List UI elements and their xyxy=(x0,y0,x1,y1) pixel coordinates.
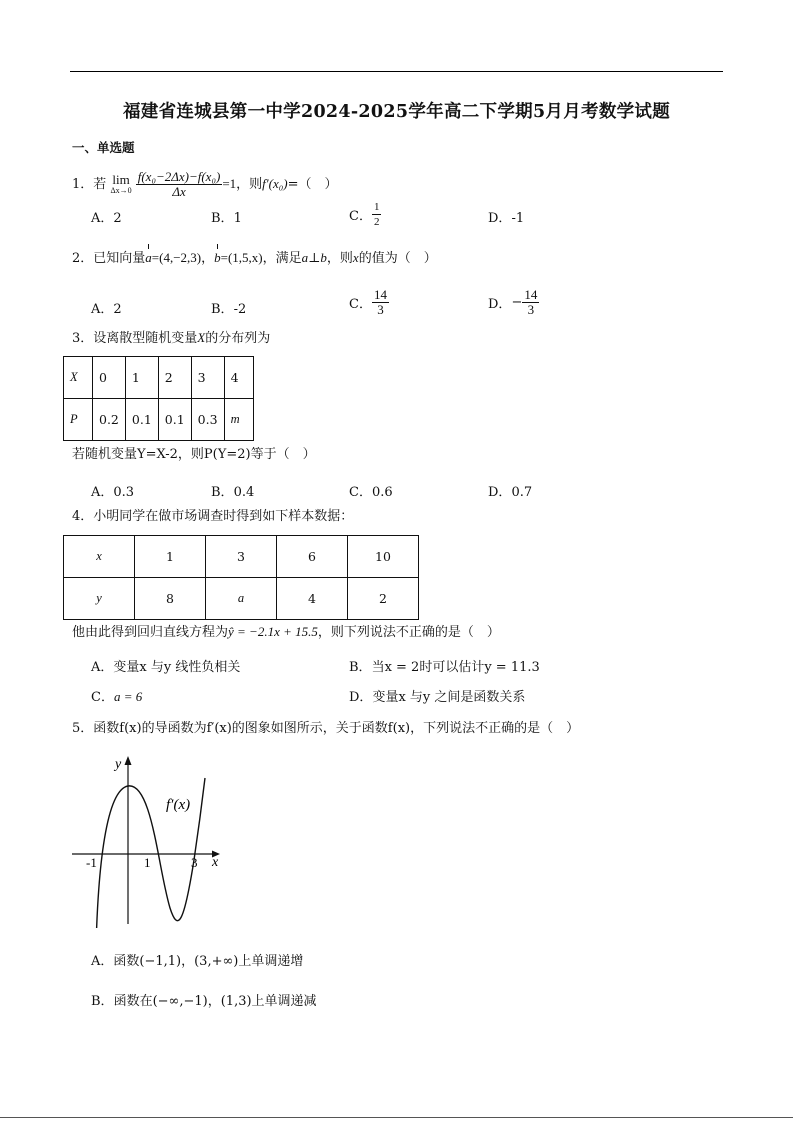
table-cell: P xyxy=(64,399,93,441)
table-row xyxy=(64,578,419,620)
section-heading: 一、单选题 xyxy=(72,140,135,155)
option-d[interactable]: D．0.7 xyxy=(488,485,533,500)
tick-label: -1 xyxy=(86,855,97,870)
option-b[interactable]: B．当x = 2时可以估计y = 11.3 xyxy=(349,660,540,675)
table-cell: 0.2 xyxy=(93,399,126,441)
table-cell: 1 xyxy=(135,536,206,578)
table-cell: 2 xyxy=(158,357,191,399)
table-cell: 8 xyxy=(135,578,206,620)
question-3: 3．设离散型随机变量X的分布列为 xyxy=(72,330,271,346)
option-b[interactable]: B．-2 xyxy=(211,302,247,317)
y-axis-label: y xyxy=(115,757,122,772)
question-2: 2．已知向量a=(4,−2,3)，b=(1,5,x)，满足a⊥b，则x的值为（ ） xyxy=(72,250,437,266)
tick-label: 3 xyxy=(191,855,198,870)
table-cell: 0 xyxy=(93,357,126,399)
table-cell: 1 xyxy=(125,357,158,399)
derivative-graph xyxy=(60,748,230,928)
distribution-table xyxy=(63,356,254,441)
question-text: 若随机变量Y=X-2，则P(Y=2)等于（ ） xyxy=(72,447,316,462)
table-cell: 3 xyxy=(191,357,224,399)
table-cell: 10 xyxy=(348,536,419,578)
option-c[interactable]: C． $\frac{14}{3}$ xyxy=(349,287,387,317)
table-cell: 0.1 xyxy=(125,399,158,441)
table-row xyxy=(64,536,419,578)
option-a[interactable]: A．0.3 xyxy=(91,485,135,500)
vector-a: a xyxy=(145,250,152,265)
table-cell: X xyxy=(64,357,93,399)
option-b[interactable]: B．1 xyxy=(211,211,242,226)
curve-label: f′(x) xyxy=(166,797,191,813)
table-cell: 6 xyxy=(277,536,348,578)
table-cell: 2 xyxy=(348,578,419,620)
table-cell: 0.3 xyxy=(191,399,224,441)
option-b[interactable]: B．函数在(−∞,−1)，(1,3)上单调递减 xyxy=(91,994,317,1009)
table-cell: 3 xyxy=(206,536,277,578)
table-cell: 0.1 xyxy=(158,399,191,441)
vector-b: b xyxy=(214,250,221,265)
question-text: 他由此得到回归直线方程为ŷ = −2.1x + 15.5，则下列说法不正确的是（ ） xyxy=(72,624,500,640)
y-axis-arrow xyxy=(125,756,132,765)
option-c[interactable]: C． $\frac{1}{2}$ xyxy=(349,201,380,228)
option-a[interactable]: A．函数(−1,1)，(3,+∞)上单调递增 xyxy=(91,954,304,969)
table-row xyxy=(64,399,254,441)
footer-rule xyxy=(0,1117,793,1118)
question-4: 4．小明同学在做市场调查时得到如下样本数据： xyxy=(72,509,354,524)
option-d[interactable]: D．-1 xyxy=(488,211,525,226)
sample-data-table xyxy=(63,535,419,620)
option-d[interactable]: D．变量x 与y 之间是函数关系 xyxy=(349,690,526,705)
tick-label: 1 xyxy=(144,855,151,870)
question-text: 若 xyxy=(93,177,107,192)
x-axis-label: x xyxy=(212,855,219,870)
table-cell: a xyxy=(206,578,277,620)
table-row xyxy=(64,357,254,399)
option-d[interactable]: D．− $\frac{14}{3}$ xyxy=(488,287,538,317)
option-c[interactable]: C．0.6 xyxy=(349,485,393,500)
option-a[interactable]: A．2 xyxy=(91,211,122,226)
header-rule xyxy=(70,71,723,72)
question-5: 5．函数f(x)的导函数为f′(x)的图象如图所示，关于函数f(x)，下列说法不正确的是（ ） xyxy=(72,721,580,736)
table-cell: x xyxy=(64,536,135,578)
option-b[interactable]: B．0.4 xyxy=(211,485,255,500)
table-cell: y xyxy=(64,578,135,620)
page-title: 福建省连城县第一中学2024-2025学年高二下学期5月月考数学试题 xyxy=(122,102,671,122)
fraction: $\frac{\text{f(x₀−2Δx)−f(x₀)}}{\Delta x}$ xyxy=(137,169,221,199)
option-c[interactable]: C．a = 6 xyxy=(91,689,143,705)
table-cell: 4 xyxy=(224,357,253,399)
question-1: 1．若 lim Δx→0 $\frac{\text{f(x₀−2Δx)−f(x₀)}}{\Delta x}$ =1，则f′(x₀)=（ ） xyxy=(72,169,338,199)
question-number: 1． xyxy=(72,177,94,192)
table-cell: 4 xyxy=(277,578,348,620)
table-cell: m xyxy=(224,399,253,441)
option-a[interactable]: A．变量x 与y 线性负相关 xyxy=(91,660,241,675)
option-a[interactable]: A．2 xyxy=(91,302,122,317)
limit-expression: lim Δx→0 xyxy=(110,172,132,195)
